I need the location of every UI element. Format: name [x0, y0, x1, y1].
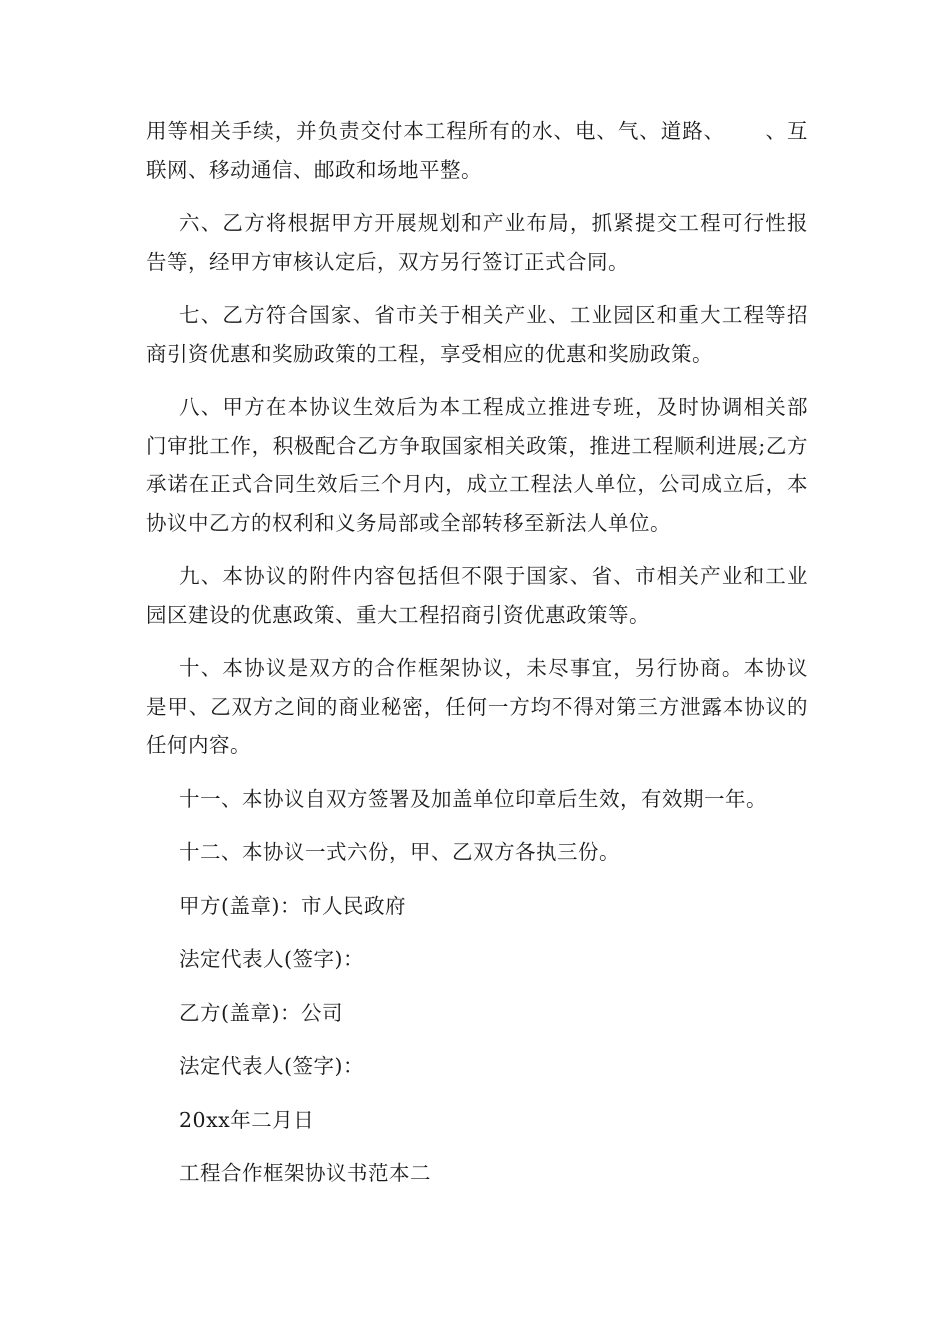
paragraph-continued — [146, 112, 808, 189]
clause-12: 十二、本协议一式六份，甲、乙双方各执三份。 — [179, 840, 620, 864]
party-a-seal: 甲方(盖章)：市人民政府 — [179, 893, 406, 918]
next-section-title: 工程合作框架协议书范本二 — [179, 1161, 431, 1185]
clause-7: 七、乙方符合国家、省市关于相关产业、工业园区和重大工程等招商引资优惠和奖励政策的工程，享受相应的优惠和奖励政策。 — [146, 303, 808, 366]
clause-6: 六、乙方将根据甲方开展规划和产业布局，抓紧提交工程可行性报告等，经甲方审核认定后，双方另行签订正式合同。 — [146, 211, 808, 274]
paragraph-continued-part2: 、互联网、移动通信、邮政和场地平整。 — [146, 119, 809, 182]
clause-11: 十一、本协议自双方签署及加盖单位印章后生效，有效期一年。 — [179, 786, 767, 811]
clause-9: 九、本协议的附件内容包括但不限于国家、省、市相关产业和工业园区建设的优惠政策、重大工程招商引资优惠政策等。 — [146, 564, 808, 627]
party-b-representative: 法定代表人(签字)： — [179, 1054, 364, 1078]
clause-10: 十、本协议是双方的合作框架协议，未尽事宜，另行协商。本协议是甲、乙双方之间的商业秘密，任何一方均不得对第三方泄露本协议的任何内容。 — [146, 656, 808, 757]
document-body — [146, 112, 808, 1208]
signing-date: 20xx年二月日 — [179, 1107, 315, 1132]
party-a-representative: 法定代表人(签字)： — [179, 947, 364, 971]
paragraph-continued-part1: 用等相关手续，并负责交付本工程所有的水、电、气、道路、 — [146, 119, 726, 143]
party-b-seal: 乙方(盖章)：公司 — [179, 1000, 343, 1025]
clause-8: 八、甲方在本协议生效后为本工程成立推进专班，及时协调相关部门审批工作，积极配合乙方争取国家相关政策，推进工程顺利进展;乙方承诺在正式合同生效后三个月内，成立工程法人单位，公司成立后，本协议中乙方的权利和义务局部或全部转移至新法人单位。 — [146, 395, 808, 535]
